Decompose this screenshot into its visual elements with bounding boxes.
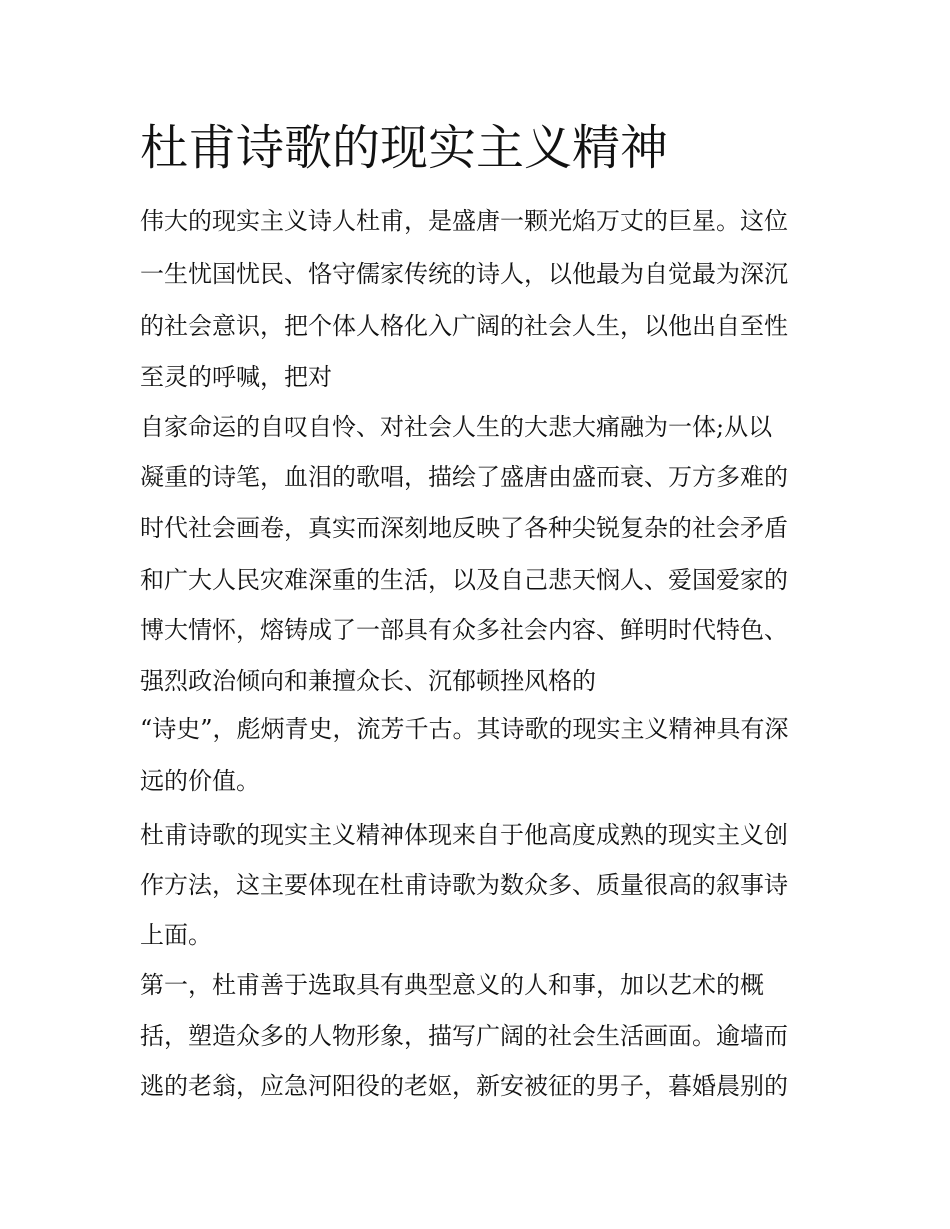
text-line: 自家命运的自叹自怜、对社会人生的大悲大痛融为一体;从以 xyxy=(140,413,773,441)
text-line: 上面。 xyxy=(140,921,212,949)
text-line: 逃的老翁，应急河阳役的老妪，新安被征的男子，暮婚晨别的 xyxy=(140,1072,788,1100)
text-line: 伟大的现实主义诗人杜甫，是盛唐一颗光焰万丈的巨星。这位 xyxy=(140,207,788,235)
text-line: “诗史”，彪炳青史，流芳千古。其诗歌的现实主义精神具有深 xyxy=(140,715,789,743)
page-title: 杜甫诗歌的现实主义精神 xyxy=(140,120,669,176)
text-line: 杜甫诗歌的现实主义精神体现来自于他高度成熟的现实主义创 xyxy=(140,821,788,849)
text-line: 博大情怀，熔铸成了一部具有众多社会内容、鲜明时代特色、 xyxy=(140,616,788,644)
text-line: 和广大人民灾难深重的生活，以及自己悲天悯人、爱国爱家的 xyxy=(140,566,788,594)
text-line: 时代社会画卷，真实而深刻地反映了各种尖锐复杂的社会矛盾 xyxy=(140,514,788,542)
text-line: 第一，杜甫善于选取具有典型意义的人和事，加以艺术的概 xyxy=(140,971,764,999)
text-line: 强烈政治倾向和兼擅众长、沉郁顿挫风格的 xyxy=(140,667,596,695)
text-line: 一生忧国忧民、恪守儒家传统的诗人，以他最为自觉最为深沉 xyxy=(140,260,788,288)
text-line: 作方法，这主要体现在杜甫诗歌为数众多、质量很高的叙事诗 xyxy=(140,871,788,899)
text-line: 至灵的呼喊，把对 xyxy=(140,363,332,391)
text-line: 远的价值。 xyxy=(140,767,260,795)
text-line: 凝重的诗笔，血泪的歌唱，描绘了盛唐由盛而衰、万方多难的 xyxy=(140,463,788,491)
text-line: 的社会意识，把个体人格化入广阔的社会人生，以他出自至性 xyxy=(140,312,788,340)
text-line: 括，塑造众多的人物形象，描写广阔的社会生活画面。逾墙而 xyxy=(140,1022,788,1050)
